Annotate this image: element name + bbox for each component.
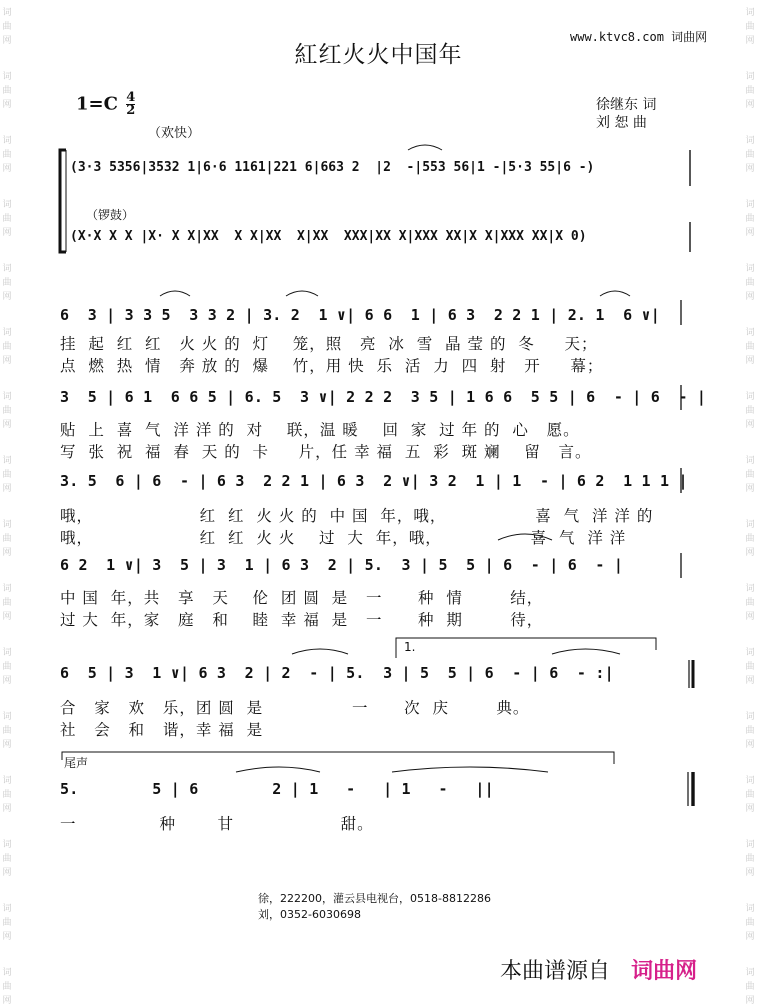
watermark-glyph: 网 (2, 420, 12, 430)
lyric-line-6: 一 种 甘 甜。 (60, 815, 374, 833)
watermark-glyph: 曲 (2, 854, 12, 864)
watermark-glyph: 曲 (745, 406, 755, 416)
watermark-glyph: 曲 (745, 598, 755, 608)
watermark-glyph: 词 (745, 840, 755, 850)
watermark-glyph: 词 (2, 136, 12, 146)
notation-line-2: 3 5 | 6 1 6 6 5 | 6. 5 3 ∨| 2 2 2 3 5 | 1 6 6 5 5 | 6 - | 6 - | (60, 388, 707, 406)
watermark-glyph: 曲 (745, 470, 755, 480)
watermark-glyph: 词 (2, 200, 12, 210)
watermark-glyph: 词 (2, 456, 12, 466)
watermark-glyph: 曲 (745, 342, 755, 352)
watermark-glyph: 网 (2, 804, 12, 814)
watermark-glyph: 网 (2, 292, 12, 302)
watermark-glyph: 词 (2, 840, 12, 850)
watermark-glyph: 词 (2, 8, 12, 18)
watermark-glyph: 曲 (2, 278, 12, 288)
watermark-glyph: 曲 (745, 726, 755, 736)
watermark-glyph: 词 (2, 520, 12, 530)
intro-melody: (3·3 5356|3532 1|6·6 1161|221 6|663 2 |2 -|553 56|1 -|5·3 55|6 -) (70, 160, 595, 175)
watermark-glyph: 曲 (745, 790, 755, 800)
watermark-glyph: 词 (745, 456, 755, 466)
watermark-glyph: 网 (745, 996, 755, 1006)
watermark-glyph: 网 (745, 548, 755, 558)
watermark-glyph: 词 (745, 648, 755, 658)
watermark-glyph: 词 (2, 712, 12, 722)
watermark-glyph: 曲 (2, 982, 12, 992)
source-brand-link[interactable]: 词曲网 (631, 959, 698, 984)
watermark-glyph: 网 (2, 484, 12, 494)
site-url[interactable]: www.ktvc8.com 词曲网 (570, 30, 708, 44)
watermark-glyph: 曲 (2, 470, 12, 480)
watermark-glyph: 网 (745, 932, 755, 942)
lyric-line-1b: 点 燃 热 情 奔 放 的 爆 竹，用 快 乐 活 力 四 射 开 幕； (60, 357, 604, 375)
watermark-glyph: 网 (2, 612, 12, 622)
watermark-glyph: 曲 (2, 662, 12, 672)
contact-composer: 刘，0352-6030698 (258, 908, 361, 921)
watermark-glyph: 网 (745, 612, 755, 622)
watermark-glyph: 网 (745, 484, 755, 494)
watermark-glyph: 词 (2, 328, 12, 338)
watermark-glyph: 网 (745, 868, 755, 878)
watermark-glyph: 网 (745, 676, 755, 686)
lyric-line-5b: 社 会 和 谐，幸 福 是 (60, 721, 264, 739)
watermark-glyph: 曲 (2, 22, 12, 32)
watermark-glyph: 词 (2, 968, 12, 978)
watermark-glyph: 曲 (745, 982, 755, 992)
lyric-line-3a: 哦， 红 红 火 火 的 中 国 年，哦， 喜 气 洋 洋 的 (60, 507, 654, 525)
watermark-glyph: 曲 (2, 406, 12, 416)
watermark-glyph: 词 (2, 648, 12, 658)
time-denominator: 2 (126, 103, 136, 118)
watermark-glyph: 曲 (745, 662, 755, 672)
volta-label: 1. (404, 640, 416, 654)
watermark-glyph: 词 (745, 264, 755, 274)
watermark-glyph: 词 (745, 328, 755, 338)
intro-percussion: (X·X X X |X· X X|XX X X|XX X|XX XXX|XX X|XXX XX|X X|XXX XX|X 0) (70, 229, 587, 244)
watermark-glyph: 词 (745, 392, 755, 402)
watermark-glyph: 网 (2, 868, 12, 878)
lyric-line-4a: 中 国 年，共 享 天 伦 团 圆 是 一 种 情 结， (60, 589, 544, 607)
source-text: 本曲谱源自 (500, 959, 611, 984)
watermark-glyph: 曲 (745, 214, 755, 224)
notation-line-5: 6 5 | 3 1 ∨| 6 3 2 | 2 - | 5. 3 | 5 5 | 6 - | 6 - :| (60, 664, 614, 682)
watermark-glyph: 词 (2, 776, 12, 786)
watermark-glyph: 网 (2, 164, 12, 174)
coda-label: 尾声 (64, 756, 89, 770)
watermark-glyph: 网 (745, 740, 755, 750)
watermark-glyph: 词 (745, 776, 755, 786)
watermark-glyph: 词 (2, 264, 12, 274)
watermark-glyph: 曲 (745, 854, 755, 864)
watermark-glyph: 曲 (2, 726, 12, 736)
watermark-glyph: 网 (745, 292, 755, 302)
watermark-glyph: 网 (2, 228, 12, 238)
watermark-glyph: 词 (745, 904, 755, 914)
watermark-glyph: 网 (745, 228, 755, 238)
watermark-glyph: 曲 (745, 918, 755, 928)
watermark-glyph: 网 (745, 420, 755, 430)
contact-lyricist: 徐，222200，灌云县电视台，0518-8812286 (258, 892, 491, 905)
watermark-glyph: 曲 (745, 278, 755, 288)
watermark-glyph: 词 (745, 520, 755, 530)
notation-line-4: 6 2 1 ∨| 3 5 | 3 1 | 6 3 2 | 5. 3 | 5 5 | 6 - | 6 - | (60, 556, 624, 574)
lyric-line-4b: 过 大 年，家 庭 和 睦 幸 福 是 一 种 期 待， (60, 611, 544, 629)
percussion-label: （锣鼓） (86, 208, 135, 222)
watermark-glyph: 网 (2, 356, 12, 366)
watermark-glyph: 网 (2, 36, 12, 46)
watermark-glyph: 曲 (2, 150, 12, 160)
watermark-glyph: 词 (745, 8, 755, 18)
watermark-glyph: 曲 (745, 150, 755, 160)
watermark-glyph: 网 (2, 932, 12, 942)
watermark-glyph: 曲 (2, 342, 12, 352)
lyric-line-1a: 挂 起 红 红 火 火 的 灯 笼，照 亮 冰 雪 晶 莹 的 冬 天； (60, 335, 598, 353)
tempo-marking: （欢快） (148, 126, 201, 141)
notation-line-6: 5. 5 | 6 2 | 1 - | 1 - || (60, 780, 494, 798)
watermark-glyph: 网 (745, 164, 755, 174)
composer-credit: 刘 恕 曲 (596, 115, 647, 131)
watermark-glyph: 网 (2, 100, 12, 110)
watermark-glyph: 曲 (2, 86, 12, 96)
lyric-line-2b: 写 张 祝 福 春 天 的 卡 片，任 幸 福 五 彩 斑 斓 留 言。 (60, 443, 592, 461)
watermark-glyph: 词 (2, 904, 12, 914)
song-title: 紅红火火中国年 (294, 42, 463, 68)
watermark-glyph: 词 (2, 392, 12, 402)
lyric-line-2a: 贴 上 喜 气 洋 洋 的 对 联，温 暖 回 家 过 年 的 心 愿。 (60, 421, 580, 439)
watermark-glyph: 网 (2, 996, 12, 1006)
watermark-glyph: 曲 (745, 22, 755, 32)
key-label: 1=C (76, 93, 118, 115)
watermark-glyph: 曲 (745, 86, 755, 96)
notation-line-3: 3. 5 6 | 6 - | 6 3 2 2 1 | 6 3 2 ∨| 3 2 1 | 1 - | 6 2 1 1 1 | (60, 472, 688, 490)
watermark-glyph: 曲 (2, 598, 12, 608)
watermark-glyph: 词 (745, 584, 755, 594)
lyric-line-3b: 哦， 红 红 火 火 过 大 年，哦， 喜 气 洋 洋 (60, 529, 627, 547)
watermark-glyph: 网 (2, 676, 12, 686)
watermark-glyph: 词 (2, 584, 12, 594)
watermark-glyph: 网 (745, 100, 755, 110)
watermark-glyph: 曲 (2, 534, 12, 544)
watermark-glyph: 词 (745, 136, 755, 146)
lyric-line-5a: 合 家 欢 乐，团 圆 是 一 次 庆 典。 (60, 699, 530, 717)
lyricist-credit: 徐继东 词 (596, 97, 657, 113)
watermark-glyph: 网 (2, 548, 12, 558)
watermark-glyph: 词 (745, 712, 755, 722)
watermark-glyph: 网 (745, 36, 755, 46)
source-footer (500, 954, 697, 985)
watermark-glyph: 曲 (745, 534, 755, 544)
watermark-glyph: 曲 (2, 918, 12, 928)
watermark-glyph: 网 (745, 356, 755, 366)
watermark-glyph: 网 (2, 740, 12, 750)
watermark-glyph: 词 (745, 72, 755, 82)
watermark-glyph: 网 (745, 804, 755, 814)
notation-line-1: 6 3 | 3 3 5 3 3 2 | 3. 2 1 ∨| 6 6 1 | 6 3 2 2 1 | 2. 1 6 ∨| (60, 306, 660, 324)
watermark-glyph: 曲 (2, 214, 12, 224)
watermark-glyph: 词 (745, 968, 755, 978)
watermark-glyph: 曲 (2, 790, 12, 800)
watermark-glyph: 词 (745, 200, 755, 210)
time-numerator: 4 (126, 90, 136, 105)
watermark-glyph: 词 (2, 72, 12, 82)
